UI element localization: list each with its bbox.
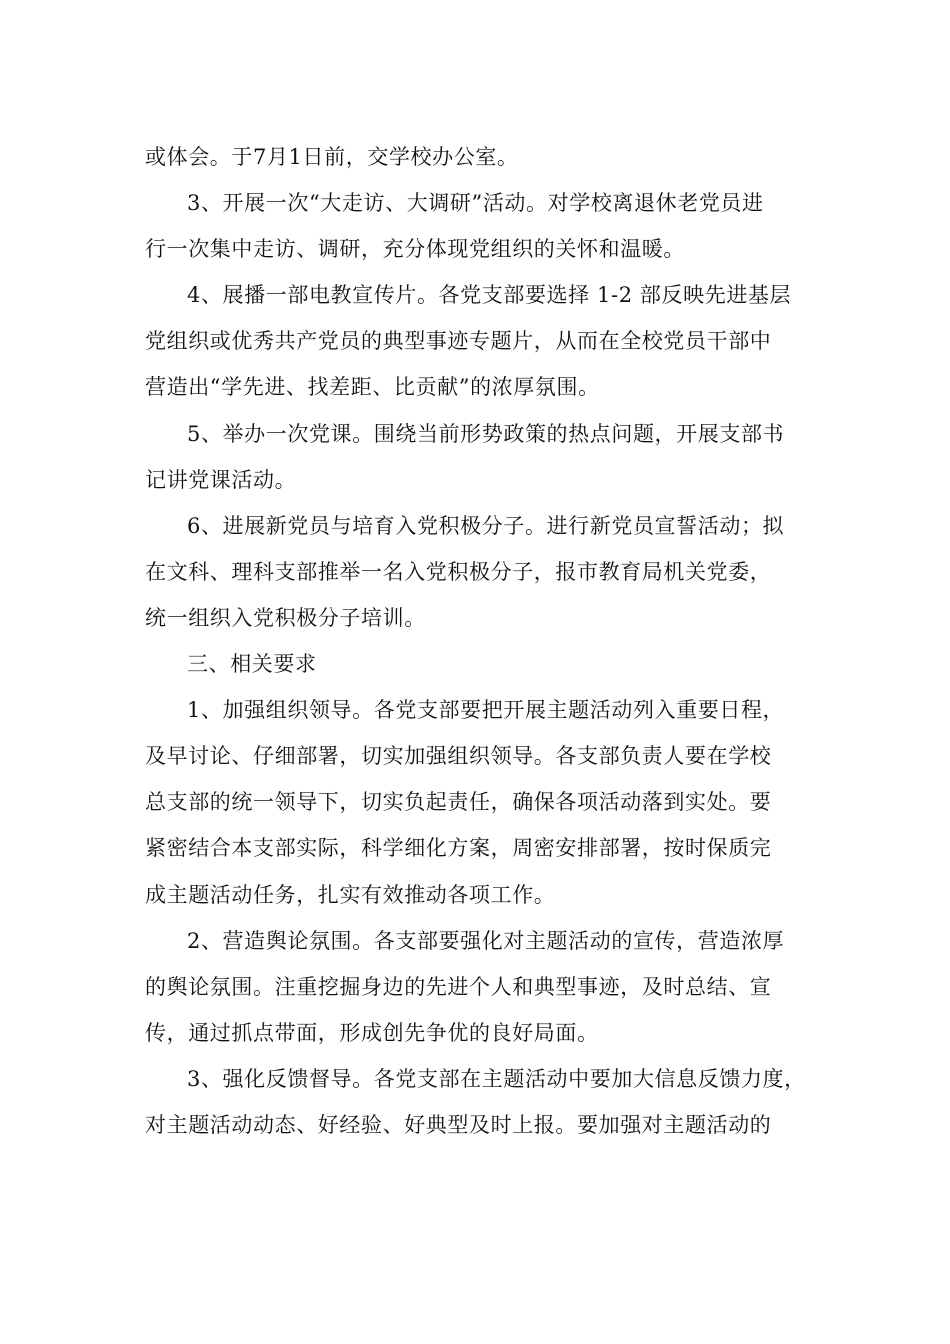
text-line: 或体会。于7月1日前，交学校办公室。 xyxy=(145,145,519,169)
text-line: 紧密结合本支部实际，科学细化方案，周密安排部署，按时保质完 xyxy=(145,836,772,861)
text-line: 统一组织入党积极分子培训。 xyxy=(145,605,426,630)
text-line: 及早讨论、仔细部署，切实加强组织领导。各支部负责人要在学校 xyxy=(145,744,772,769)
text-line: 2、营造舆论氛围。各支部要强化对主题活动的宣传，营造浓厚 xyxy=(187,928,785,953)
text-line: 4、展播一部电教宣传片。各党支部要选择 1-2 部反映先进基层 xyxy=(187,283,792,308)
text-line: 1、加强组织领导。各党支部要把开展主题活动列入重要日程， xyxy=(187,698,785,723)
text-line: 行一次集中走访、调研，充分体现党组织的关怀和温暖。 xyxy=(145,237,685,262)
document-body xyxy=(145,134,810,1148)
text-line: 传，通过抓点带面，形成创先争优的良好局面。 xyxy=(145,1020,599,1045)
text-line: 3、开展一次“大走访、大调研”活动。对学校离退休老党员进 xyxy=(187,191,764,216)
text-line: 在文科、理科支部推举一名入党积极分子，报市教育局机关党委， xyxy=(145,559,772,584)
section-heading: 三、相关要求 xyxy=(187,652,317,677)
text-line: 3、强化反馈督导。各党支部在主题活动中要加大信息反馈力度， xyxy=(187,1066,806,1091)
text-line: 记讲党课活动。 xyxy=(145,467,297,492)
text-line: 党组织或优秀共产党员的典型事迹专题片，从而在全校党员干部中 xyxy=(145,329,772,354)
text-line: 对主题活动动态、好经验、好典型及时上报。要加强对主题活动的 xyxy=(145,1112,772,1137)
text-line: 营造出“学先进、找差距、比贡献”的浓厚氛围。 xyxy=(145,375,600,400)
text-line: 总支部的统一领导下，切实负起责任，确保各项活动落到实处。要 xyxy=(145,790,772,815)
text-line: 5、举办一次党课。围绕当前形势政策的热点问题，开展支部书 xyxy=(187,421,785,446)
text-line: 的舆论氛围。注重挖掘身边的先进个人和典型事迹，及时总结、宣 xyxy=(145,974,772,999)
text-line: 成主题活动任务，扎实有效推动各项工作。 xyxy=(145,882,556,907)
text-line: 6、进展新党员与培育入党积极分子。进行新党员宣誓活动；拟 xyxy=(187,513,785,538)
